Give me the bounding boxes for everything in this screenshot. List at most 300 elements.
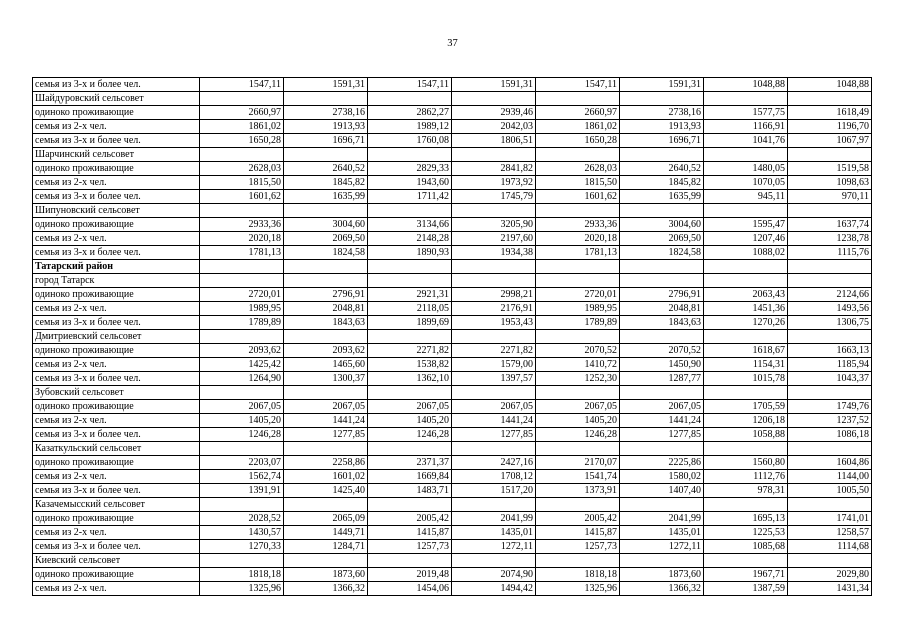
value-cell: 1953,43 (452, 316, 536, 330)
value-cell: 2796,91 (620, 288, 704, 302)
value-cell: 2118,05 (368, 302, 452, 316)
table-row (33, 512, 872, 526)
value-cell: 1934,38 (452, 246, 536, 260)
value-cell: 2067,05 (620, 400, 704, 414)
empty-cell (788, 386, 872, 400)
value-cell: 2720,01 (200, 288, 284, 302)
value-cell: 1048,88 (788, 78, 872, 92)
value-cell: 1861,02 (200, 120, 284, 134)
row-label: одиноко проживающие (33, 162, 200, 176)
value-cell: 1397,57 (452, 372, 536, 386)
empty-cell (704, 386, 788, 400)
value-cell: 1387,59 (704, 582, 788, 596)
row-label: семья из 2-х чел. (33, 526, 200, 540)
value-cell: 1815,50 (200, 176, 284, 190)
value-cell: 2998,21 (452, 288, 536, 302)
value-cell: 2093,62 (200, 344, 284, 358)
empty-cell (200, 554, 284, 568)
empty-cell (704, 148, 788, 162)
empty-cell (620, 498, 704, 512)
value-cell: 1070,05 (704, 176, 788, 190)
value-cell: 1577,75 (704, 106, 788, 120)
value-cell: 1362,10 (368, 372, 452, 386)
empty-cell (452, 274, 536, 288)
table-row (33, 582, 872, 596)
value-cell: 1591,31 (452, 78, 536, 92)
empty-cell (284, 260, 368, 274)
value-cell: 2720,01 (536, 288, 620, 302)
value-cell: 1899,69 (368, 316, 452, 330)
value-cell: 1781,13 (200, 246, 284, 260)
value-cell: 1493,56 (788, 302, 872, 316)
empty-cell (200, 260, 284, 274)
empty-cell (368, 260, 452, 274)
value-cell: 1435,01 (620, 526, 704, 540)
empty-cell (452, 92, 536, 106)
value-cell: 1483,71 (368, 484, 452, 498)
empty-cell (620, 554, 704, 568)
table-row (33, 232, 872, 246)
value-cell: 2933,36 (536, 218, 620, 232)
district-name: Татарский район (33, 260, 200, 274)
value-cell: 1246,28 (368, 428, 452, 442)
empty-cell (788, 260, 872, 274)
value-cell: 1560,80 (704, 456, 788, 470)
value-cell: 1246,28 (200, 428, 284, 442)
value-cell: 1538,82 (368, 358, 452, 372)
value-cell: 1098,63 (788, 176, 872, 190)
table-row (33, 134, 872, 148)
tariff-table (32, 77, 872, 596)
value-cell: 1005,50 (788, 484, 872, 498)
row-label: семья из 3-х и более чел. (33, 78, 200, 92)
empty-cell (452, 498, 536, 512)
empty-cell (788, 148, 872, 162)
value-cell: 1989,12 (368, 120, 452, 134)
value-cell: 1277,85 (452, 428, 536, 442)
value-cell: 1430,57 (200, 526, 284, 540)
empty-cell (788, 554, 872, 568)
value-cell: 1845,82 (620, 176, 704, 190)
value-cell: 1206,18 (704, 414, 788, 428)
value-cell: 2020,18 (536, 232, 620, 246)
value-cell: 1450,90 (620, 358, 704, 372)
section-header-row (33, 554, 872, 568)
value-cell: 2921,31 (368, 288, 452, 302)
value-cell: 1391,91 (200, 484, 284, 498)
table-row (33, 106, 872, 120)
value-cell: 1818,18 (536, 568, 620, 582)
empty-cell (704, 204, 788, 218)
value-cell: 1618,49 (788, 106, 872, 120)
value-cell: 1708,12 (452, 470, 536, 484)
empty-cell (284, 554, 368, 568)
section-name: Шайдуровский сельсовет (33, 92, 200, 106)
value-cell: 2197,60 (452, 232, 536, 246)
value-cell: 1449,71 (284, 526, 368, 540)
empty-cell (536, 260, 620, 274)
value-cell: 1112,76 (704, 470, 788, 484)
empty-cell (536, 498, 620, 512)
value-cell: 1300,37 (284, 372, 368, 386)
value-cell: 1154,31 (704, 358, 788, 372)
table-row (33, 358, 872, 372)
empty-cell (368, 274, 452, 288)
section-header-row (33, 386, 872, 400)
value-cell: 1741,01 (788, 512, 872, 526)
table-row (33, 526, 872, 540)
value-cell: 1480,05 (704, 162, 788, 176)
empty-cell (620, 330, 704, 344)
value-cell: 1562,74 (200, 470, 284, 484)
value-cell: 1601,62 (536, 190, 620, 204)
value-cell: 1166,91 (704, 120, 788, 134)
value-cell: 1580,02 (620, 470, 704, 484)
value-cell: 1973,92 (452, 176, 536, 190)
value-cell: 1843,63 (620, 316, 704, 330)
section-name: Казаткульский сельсовет (33, 442, 200, 456)
row-label: семья из 3-х и более чел. (33, 134, 200, 148)
table-row (33, 414, 872, 428)
empty-cell (200, 92, 284, 106)
section-header-row (33, 442, 872, 456)
empty-cell (200, 330, 284, 344)
section-header-row (33, 498, 872, 512)
value-cell: 3004,60 (284, 218, 368, 232)
row-label: одиноко проживающие (33, 344, 200, 358)
value-cell: 1601,62 (200, 190, 284, 204)
value-cell: 2067,05 (284, 400, 368, 414)
value-cell: 1711,42 (368, 190, 452, 204)
row-label: семья из 2-х чел. (33, 470, 200, 484)
value-cell: 2005,42 (368, 512, 452, 526)
table-row (33, 246, 872, 260)
value-cell: 2738,16 (620, 106, 704, 120)
value-cell: 1989,95 (200, 302, 284, 316)
value-cell: 1441,24 (452, 414, 536, 428)
section-name: Шипуновский сельсовет (33, 204, 200, 218)
table-row (33, 190, 872, 204)
row-label: семья из 2-х чел. (33, 582, 200, 596)
value-cell: 1405,20 (536, 414, 620, 428)
value-cell: 2065,09 (284, 512, 368, 526)
empty-cell (536, 148, 620, 162)
value-cell: 2203,07 (200, 456, 284, 470)
value-cell: 1650,28 (200, 134, 284, 148)
value-cell: 2020,18 (200, 232, 284, 246)
value-cell: 1760,08 (368, 134, 452, 148)
empty-cell (284, 274, 368, 288)
empty-cell (200, 148, 284, 162)
section-name: город Татарск (33, 274, 200, 288)
value-cell: 2093,62 (284, 344, 368, 358)
table-row (33, 120, 872, 134)
value-cell: 1405,20 (200, 414, 284, 428)
value-cell: 1373,91 (536, 484, 620, 498)
empty-cell (788, 442, 872, 456)
value-cell: 1325,96 (200, 582, 284, 596)
value-cell: 1287,77 (620, 372, 704, 386)
empty-cell (452, 442, 536, 456)
empty-cell (368, 148, 452, 162)
value-cell: 1272,11 (452, 540, 536, 554)
section-name: Дмитриевский сельсовет (33, 330, 200, 344)
table-row (33, 288, 872, 302)
empty-cell (368, 386, 452, 400)
section-header-row (33, 92, 872, 106)
empty-cell (200, 498, 284, 512)
value-cell: 1144,00 (788, 470, 872, 484)
empty-cell (536, 386, 620, 400)
value-cell: 1270,26 (704, 316, 788, 330)
value-cell: 1015,78 (704, 372, 788, 386)
empty-cell (284, 386, 368, 400)
value-cell: 1705,59 (704, 400, 788, 414)
value-cell: 2063,43 (704, 288, 788, 302)
empty-cell (620, 204, 704, 218)
value-cell: 2738,16 (284, 106, 368, 120)
value-cell: 1943,60 (368, 176, 452, 190)
value-cell: 1861,02 (536, 120, 620, 134)
empty-cell (452, 554, 536, 568)
value-cell: 1435,01 (452, 526, 536, 540)
table-row (33, 218, 872, 232)
value-cell: 2042,03 (452, 120, 536, 134)
value-cell: 2640,52 (620, 162, 704, 176)
empty-cell (704, 442, 788, 456)
empty-cell (284, 498, 368, 512)
value-cell: 2271,82 (368, 344, 452, 358)
value-cell: 1366,32 (620, 582, 704, 596)
row-label: семья из 3-х и более чел. (33, 428, 200, 442)
value-cell: 2070,52 (536, 344, 620, 358)
value-cell: 1277,85 (284, 428, 368, 442)
value-cell: 1824,58 (620, 246, 704, 260)
value-cell: 1085,68 (704, 540, 788, 554)
empty-cell (368, 204, 452, 218)
value-cell: 2660,97 (536, 106, 620, 120)
value-cell: 2005,42 (536, 512, 620, 526)
value-cell: 1088,02 (704, 246, 788, 260)
district-header-row (33, 260, 872, 274)
value-cell: 1257,73 (536, 540, 620, 554)
value-cell: 2070,52 (620, 344, 704, 358)
empty-cell (284, 148, 368, 162)
empty-cell (452, 330, 536, 344)
value-cell: 2170,07 (536, 456, 620, 470)
value-cell: 2048,81 (620, 302, 704, 316)
empty-cell (704, 92, 788, 106)
value-cell: 1781,13 (536, 246, 620, 260)
row-label: семья из 2-х чел. (33, 358, 200, 372)
value-cell: 1410,72 (536, 358, 620, 372)
value-cell: 1913,93 (284, 120, 368, 134)
value-cell: 2640,52 (284, 162, 368, 176)
value-cell: 1650,28 (536, 134, 620, 148)
value-cell: 1048,88 (704, 78, 788, 92)
value-cell: 1325,96 (536, 582, 620, 596)
value-cell: 2427,16 (452, 456, 536, 470)
empty-cell (536, 330, 620, 344)
value-cell: 1989,95 (536, 302, 620, 316)
row-label: семья из 3-х и более чел. (33, 316, 200, 330)
empty-cell (788, 330, 872, 344)
value-cell: 1058,88 (704, 428, 788, 442)
empty-cell (620, 148, 704, 162)
value-cell: 1547,11 (536, 78, 620, 92)
empty-cell (704, 274, 788, 288)
value-cell: 1225,53 (704, 526, 788, 540)
table-row (33, 302, 872, 316)
value-cell: 2028,52 (200, 512, 284, 526)
row-label: семья из 3-х и более чел. (33, 484, 200, 498)
empty-cell (368, 92, 452, 106)
value-cell: 1696,71 (620, 134, 704, 148)
value-cell: 1441,24 (284, 414, 368, 428)
empty-cell (620, 260, 704, 274)
table-row (33, 78, 872, 92)
empty-cell (200, 274, 284, 288)
value-cell: 2939,46 (452, 106, 536, 120)
empty-cell (200, 442, 284, 456)
value-cell: 1517,20 (452, 484, 536, 498)
value-cell: 1425,42 (200, 358, 284, 372)
value-cell: 1451,36 (704, 302, 788, 316)
value-cell: 1967,71 (704, 568, 788, 582)
empty-cell (536, 554, 620, 568)
empty-cell (704, 260, 788, 274)
section-header-row (33, 204, 872, 218)
value-cell: 1405,20 (368, 414, 452, 428)
value-cell: 1238,78 (788, 232, 872, 246)
section-name: Киевский сельсовет (33, 554, 200, 568)
value-cell: 2067,05 (200, 400, 284, 414)
value-cell: 1252,30 (536, 372, 620, 386)
table-body (33, 78, 872, 596)
empty-cell (536, 442, 620, 456)
value-cell: 1519,58 (788, 162, 872, 176)
value-cell: 1579,00 (452, 358, 536, 372)
empty-cell (704, 554, 788, 568)
value-cell: 2041,99 (620, 512, 704, 526)
value-cell: 945,11 (704, 190, 788, 204)
row-label: одиноко проживающие (33, 288, 200, 302)
value-cell: 1270,33 (200, 540, 284, 554)
row-label: семья из 3-х и более чел. (33, 190, 200, 204)
row-label: одиноко проживающие (33, 568, 200, 582)
value-cell: 1067,97 (788, 134, 872, 148)
section-header-row (33, 330, 872, 344)
section-header-row (33, 148, 872, 162)
empty-cell (452, 204, 536, 218)
table-row (33, 316, 872, 330)
value-cell: 1185,94 (788, 358, 872, 372)
empty-cell (788, 92, 872, 106)
value-cell: 2067,05 (452, 400, 536, 414)
value-cell: 2019,48 (368, 568, 452, 582)
value-cell: 1041,76 (704, 134, 788, 148)
value-cell: 1591,31 (620, 78, 704, 92)
row-label: одиноко проживающие (33, 512, 200, 526)
value-cell: 2067,05 (368, 400, 452, 414)
value-cell: 1595,47 (704, 218, 788, 232)
value-cell: 1815,50 (536, 176, 620, 190)
value-cell: 2148,28 (368, 232, 452, 246)
table-row (33, 428, 872, 442)
empty-cell (368, 498, 452, 512)
value-cell: 2029,80 (788, 568, 872, 582)
value-cell: 1454,06 (368, 582, 452, 596)
value-cell: 1745,79 (452, 190, 536, 204)
empty-cell (452, 148, 536, 162)
value-cell: 1913,93 (620, 120, 704, 134)
empty-cell (200, 386, 284, 400)
value-cell: 1494,42 (452, 582, 536, 596)
value-cell: 1818,18 (200, 568, 284, 582)
value-cell: 3205,90 (452, 218, 536, 232)
empty-cell (284, 330, 368, 344)
table-row (33, 568, 872, 582)
row-label: семья из 3-х и более чел. (33, 246, 200, 260)
value-cell: 1604,86 (788, 456, 872, 470)
value-cell: 1547,11 (368, 78, 452, 92)
row-label: семья из 2-х чел. (33, 232, 200, 246)
section-header-row (33, 274, 872, 288)
value-cell: 1541,74 (536, 470, 620, 484)
value-cell: 1277,85 (620, 428, 704, 442)
value-cell: 1749,76 (788, 400, 872, 414)
empty-cell (536, 274, 620, 288)
value-cell: 1789,89 (200, 316, 284, 330)
value-cell: 1043,37 (788, 372, 872, 386)
value-cell: 1663,13 (788, 344, 872, 358)
value-cell: 2796,91 (284, 288, 368, 302)
value-cell: 1637,74 (788, 218, 872, 232)
row-label: семья из 2-х чел. (33, 176, 200, 190)
value-cell: 978,31 (704, 484, 788, 498)
value-cell: 1873,60 (284, 568, 368, 582)
value-cell: 1246,28 (536, 428, 620, 442)
value-cell: 1086,18 (788, 428, 872, 442)
value-cell: 1196,70 (788, 120, 872, 134)
value-cell: 3134,66 (368, 218, 452, 232)
value-cell: 1425,40 (284, 484, 368, 498)
value-cell: 1272,11 (620, 540, 704, 554)
table-row (33, 484, 872, 498)
value-cell: 1366,32 (284, 582, 368, 596)
row-label: семья из 3-х и более чел. (33, 540, 200, 554)
value-cell: 3004,60 (620, 218, 704, 232)
value-cell: 1441,24 (620, 414, 704, 428)
value-cell: 1115,76 (788, 246, 872, 260)
value-cell: 1669,84 (368, 470, 452, 484)
value-cell: 1696,71 (284, 134, 368, 148)
row-label: семья из 3-х и более чел. (33, 372, 200, 386)
row-label: семья из 2-х чел. (33, 414, 200, 428)
empty-cell (788, 498, 872, 512)
empty-cell (368, 442, 452, 456)
row-label: одиноко проживающие (33, 400, 200, 414)
value-cell: 2225,86 (620, 456, 704, 470)
value-cell: 1618,67 (704, 344, 788, 358)
empty-cell (704, 330, 788, 344)
value-cell: 2271,82 (452, 344, 536, 358)
value-cell: 2933,36 (200, 218, 284, 232)
table-row (33, 344, 872, 358)
section-name: Казачемысский сельсовет (33, 498, 200, 512)
empty-cell (368, 554, 452, 568)
table-row (33, 540, 872, 554)
